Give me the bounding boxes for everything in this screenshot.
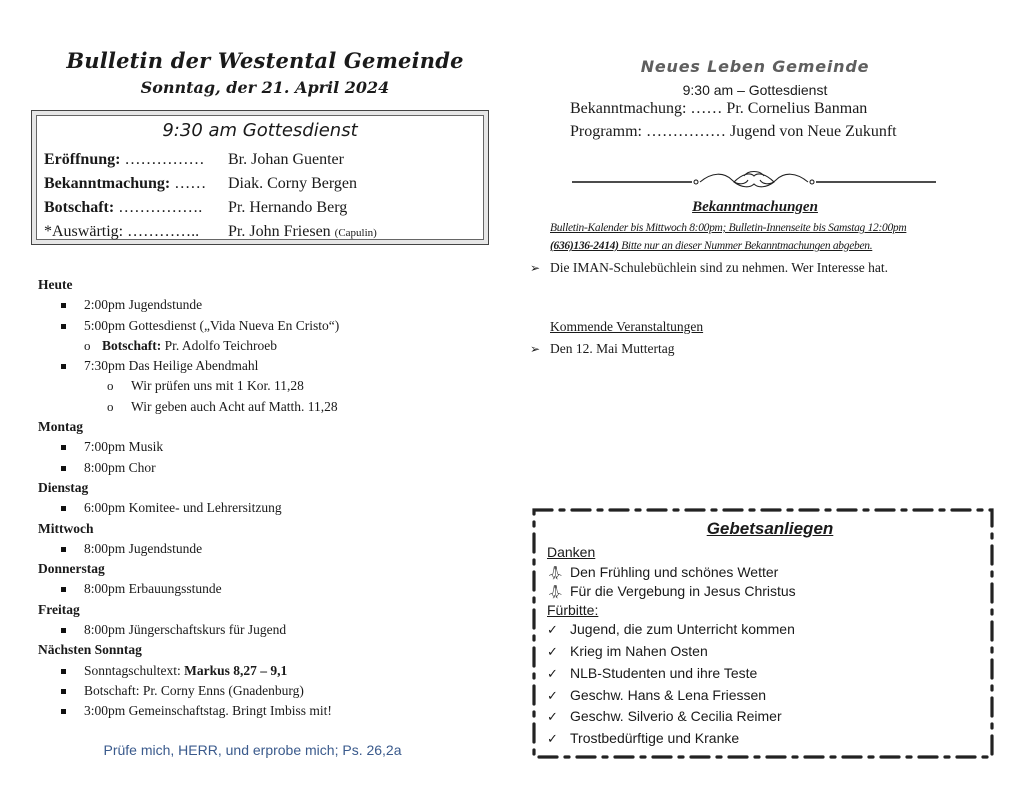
prayer-thanks-text: Den Frühling und schönes Wetter: [570, 564, 779, 580]
schedule-item: 3:00pm Gemeinschaftstag. Bringt Imbiss mit!: [38, 701, 508, 721]
prayer-requests-label: Fürbitte:: [547, 602, 599, 618]
church-service-time: 9:30 am – Gottesdienst: [682, 82, 828, 98]
schedule-subitem: o Wir geben auch Acht auf Matth. 11,28: [38, 397, 508, 417]
schedule-item: 2:00pm Jugendstunde: [38, 295, 508, 315]
schedule-item: 8:00pm Erbauungsstunde: [38, 579, 508, 599]
day-heading-monday: Montag: [38, 419, 83, 435]
announcements-phone-note: [550, 240, 970, 252]
subitem-value: Pr. Adolfo Teichroeb: [161, 337, 278, 353]
prayer-request-item: [547, 621, 795, 638]
service-row-location: (Capulin): [334, 227, 377, 239]
service-row-person: Pr. John Friesen: [228, 223, 331, 240]
upcoming-event-text: Den 12. Mai Muttertag: [550, 341, 675, 356]
upcoming-events-title: Kommende Veranstaltungen: [550, 319, 704, 334]
schedule-item: 7:00pm Musik: [38, 437, 508, 457]
church-program-line: Programm: …………… Jugend von Neue Zukunft: [570, 123, 897, 140]
schedule-item: 8:00pm Chor: [38, 458, 508, 478]
announcement-item: [530, 260, 888, 276]
schedule-item: 5:00pm Gottesdienst („Vida Nueva En Cristo“): [38, 316, 508, 336]
schedule-subitem: [38, 336, 508, 356]
checkmark-icon: ✓: [547, 688, 558, 703]
service-row-label: Botschaft:: [44, 199, 115, 216]
schedule-item: 8:00pm Jüngerschaftskurs für Jugend: [38, 620, 508, 640]
prayer-request-item: [547, 665, 757, 682]
service-row-dots: …………….: [114, 199, 203, 216]
service-row-dots: ……: [170, 175, 207, 192]
service-row-label: *Auswärtig:: [44, 223, 124, 240]
service-row-message: [44, 198, 348, 218]
subitem-label: Botschaft:: [102, 337, 162, 353]
prayer-thanks-text: Für die Vergebung in Jesus Christus: [570, 583, 796, 599]
checkmark-icon: ✓: [547, 644, 558, 659]
schedule-subitem: o Wir prüfen uns mit 1 Kor. 11,28: [38, 376, 508, 396]
weekly-schedule: [38, 275, 508, 722]
service-row-external: [44, 222, 377, 242]
prayer-request-text: NLB-Studenten und ihre Teste: [570, 665, 758, 681]
prayer-thanks-label: Danken: [547, 544, 596, 560]
upcoming-event-item: [530, 341, 674, 357]
arrow-icon: ➢: [530, 342, 541, 356]
service-row-dots: ……………: [120, 151, 205, 168]
service-row-opening: [44, 150, 344, 170]
ornament-divider: [572, 168, 936, 194]
service-row-dots: …………..: [123, 223, 200, 240]
day-heading-wednesday: Mittwoch: [38, 520, 94, 536]
announcements-title: Bekanntmachungen: [692, 199, 818, 215]
prayer-request-item: [547, 730, 739, 747]
bulletin-title: Bulletin der Westental Gemeinde: [66, 48, 464, 73]
service-row-label: Bekanntmachung:: [44, 175, 171, 192]
phone-note-text: Bitte nur an dieser Nummer Bekanntmachungen abgeben.: [618, 240, 873, 252]
prayer-request-item: [547, 687, 766, 704]
prayer-request-text: Geschw. Silverio & Cecilia Reimer: [570, 708, 782, 724]
prayer-request-text: Jugend, die zum Unterricht kommen: [570, 621, 795, 637]
phone-number: (636)136-2414): [550, 240, 619, 252]
arrow-icon: ➢: [530, 261, 541, 275]
bible-verse: Prüfe mich, HERR, und erprobe mich; Ps. 26,2a: [103, 742, 402, 758]
praying-hands-icon: 🙏︎: [547, 584, 564, 599]
prayer-request-text: Geschw. Hans & Lena Friessen: [570, 687, 767, 703]
service-heading: 9:30 am Gottesdienst: [162, 120, 358, 141]
prayer-request-text: Krieg im Nahen Osten: [570, 643, 708, 659]
day-heading-next-sunday: Nächsten Sonntag: [38, 642, 142, 658]
checkmark-icon: ✓: [547, 731, 558, 746]
prayer-thanks-item: [547, 583, 796, 600]
day-heading-thursday: Donnerstag: [38, 561, 105, 577]
service-row-person: Pr. Hernando Berg: [228, 199, 348, 216]
service-row-announcement: [44, 174, 358, 194]
service-row-label: Eröffnung:: [44, 151, 121, 168]
bulletin-date: Sonntag, der 21. April 2024: [140, 78, 390, 97]
prayer-title: Gebetsanliegen: [706, 519, 834, 538]
church-name: Neues Leben Gemeinde: [640, 57, 870, 76]
schedule-item: [38, 661, 508, 681]
prayer-request-item: [547, 708, 782, 725]
prayer-thanks-item: [547, 564, 778, 581]
praying-hands-icon: 🙏︎: [547, 565, 564, 580]
church-announcement-line: Bekanntmachung: …… Pr. Cornelius Banman: [570, 100, 868, 117]
day-heading-friday: Freitag: [38, 601, 80, 617]
announcement-item-text: Die IMAN-Schulebüchlein sind zu nehmen. Wer Interesse hat.: [550, 260, 888, 275]
prayer-request-text: Trostbedürftige und Kranke: [570, 730, 740, 746]
checkmark-icon: ✓: [547, 666, 558, 681]
day-heading-today: Heute: [38, 277, 73, 292]
announcements-deadline-note: Bulletin-Kalender bis Mittwoch 8:00pm; Bulletin-Innenseite bis Samstag 12:00pm: [550, 222, 907, 234]
schedule-item: 8:00pm Jugendstunde: [38, 539, 508, 559]
schedule-item: Botschaft: Pr. Corny Enns (Gnadenburg): [38, 681, 508, 701]
checkmark-icon: ✓: [547, 709, 558, 724]
service-row-person: Br. Johan Guenter: [228, 151, 344, 168]
day-heading-tuesday: Dienstag: [38, 479, 89, 495]
checkmark-icon: ✓: [547, 622, 558, 637]
schedule-item-value: Markus 8,27 – 9,1: [184, 662, 288, 678]
schedule-item: 6:00pm Komitee- und Lehrersitzung: [38, 498, 508, 518]
prayer-request-item: [547, 643, 708, 660]
schedule-item-label: Sonntagschultext:: [84, 662, 185, 678]
service-row-person: Diak. Corny Bergen: [228, 175, 358, 192]
schedule-item: 7:30pm Das Heilige Abendmahl: [38, 356, 508, 376]
